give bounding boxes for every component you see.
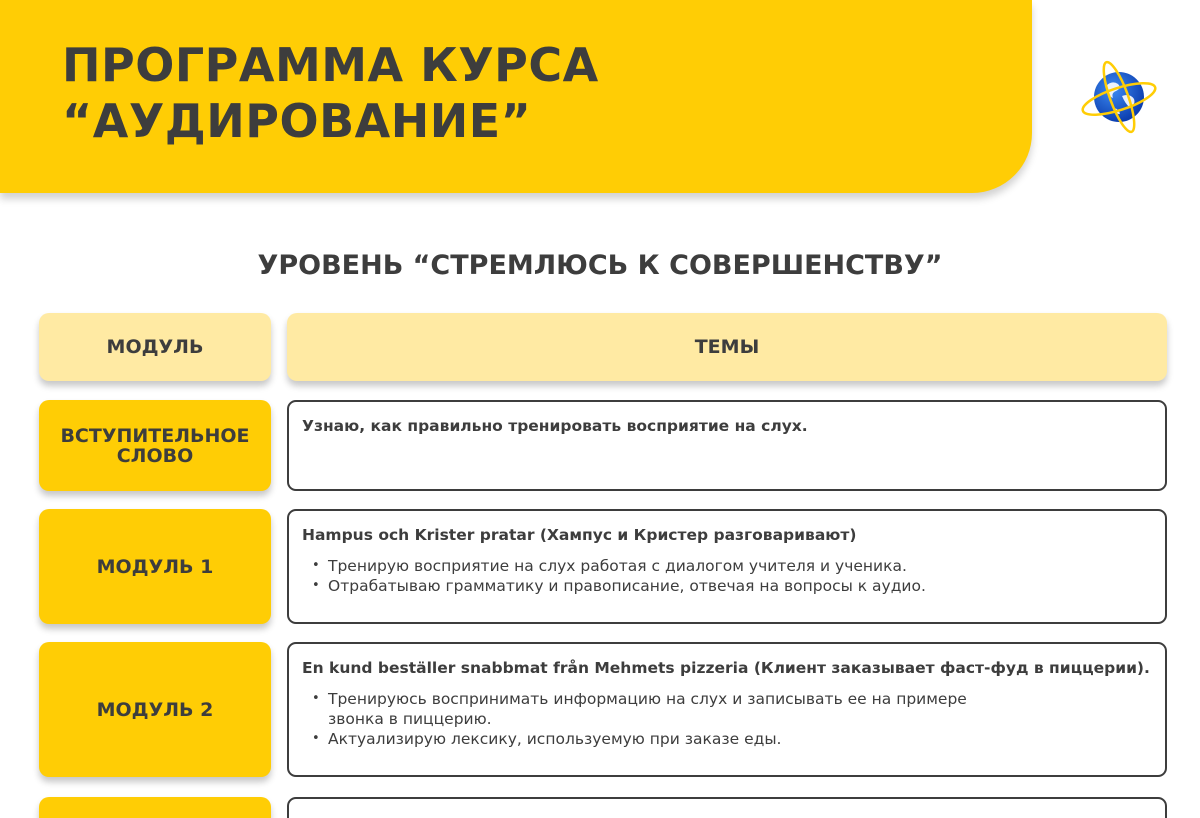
topic-cell-2 [287,642,1167,777]
topic-title: En kund beställer snabbmat från Mehmets pizzeria (Клиент заказывает фаст-фуд в пиццерии). [302,659,1150,677]
topic-cell-intro [287,400,1167,491]
column-header-module: МОДУЛЬ [39,313,271,381]
topic-bullet: • Тренирую восприятие на слух работая с диалогом учителя и ученика. [302,556,1151,576]
module-cell-3 [39,797,271,818]
page-title-line-1: ПРОГРАММА КУРСА [62,38,599,92]
column-header-topics: ТЕМЫ [287,313,1167,381]
topic-title: Hampus och Krister pratar (Хампус и Кристер разговаривают) [302,526,857,544]
module-cell-1: МОДУЛЬ 1 [39,509,271,624]
topic-bullet-list [302,556,1151,596]
topic-cell-3 [287,797,1167,818]
level-title: УРОВЕНЬ “СТРЕМЛЮСЬ К СОВЕРШЕНСТВУ” [257,250,943,281]
topic-bullet-list [302,689,1151,749]
module-cell-2: МОДУЛЬ 2 [39,642,271,777]
topic-bullet: • Актуализирую лексику, используемую при заказе еды. [302,729,1151,749]
topic-bullet: • Тренируюсь воспринимать информацию на слух и записывать ее на примере звонка в пиццерию. [302,689,1022,729]
topic-bullet: • Отрабатываю грамматику и правописание, отвечая на вопросы к аудио. [302,576,1151,596]
module-cell-intro: ВСТУПИТЕЛЬНОЕ СЛОВО [39,400,271,491]
globe-logo-icon [1078,56,1160,138]
header-banner [0,0,1032,193]
topic-title: Узнаю, как правильно тренировать восприятие на слух. [302,417,808,435]
topic-cell-1 [287,509,1167,624]
page-title-line-2: “АУДИРОВАНИЕ” [62,94,532,148]
